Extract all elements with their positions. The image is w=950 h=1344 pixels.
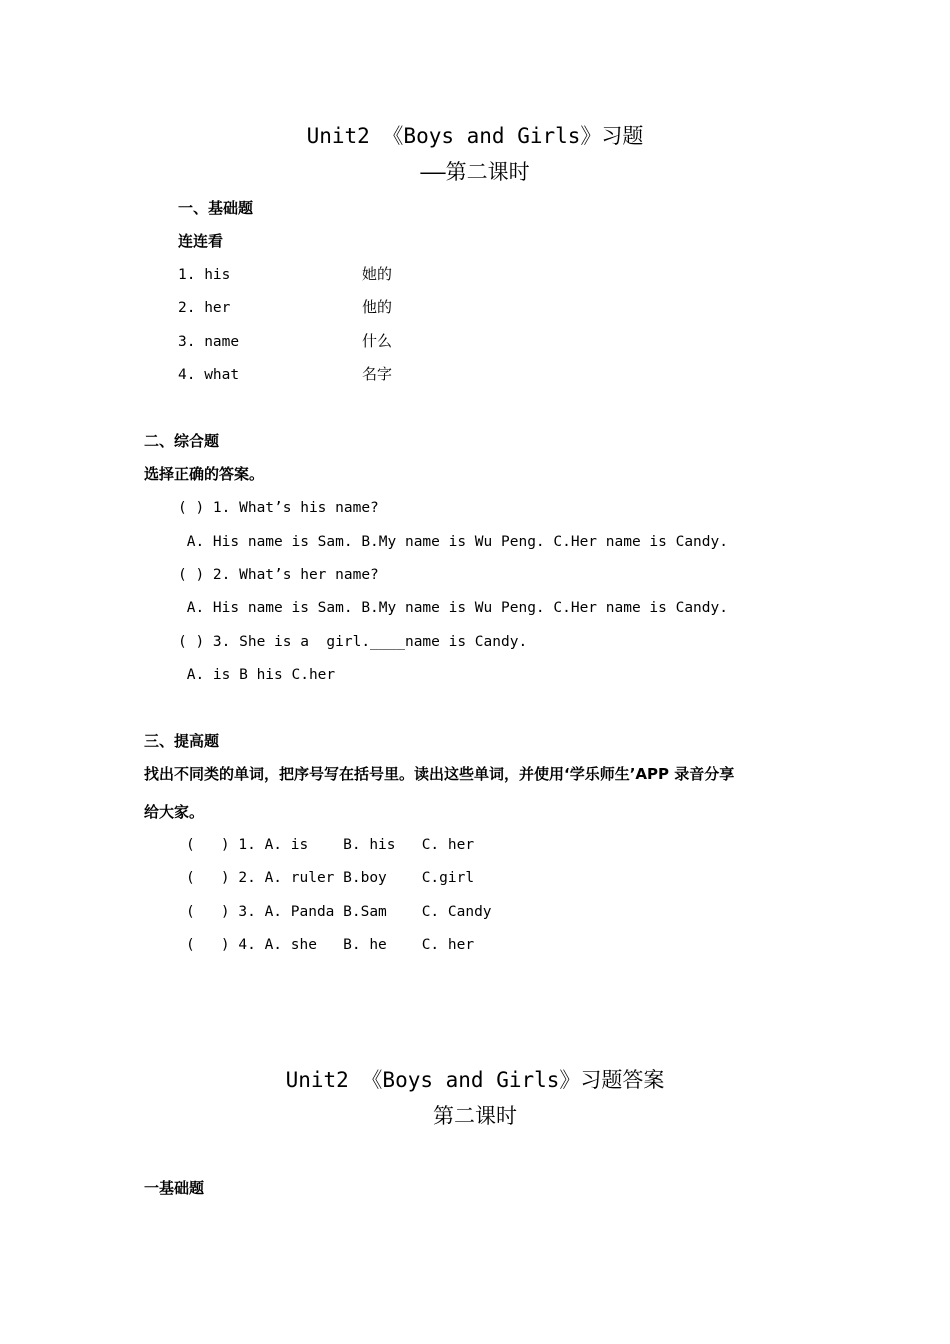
document-title: Unit2 《Boys and Girls》习题 (306, 124, 644, 148)
odd-one-out-line: ( ) 3. A. Panda B.Sam C. Candy (186, 904, 492, 920)
section1-instruction: 连连看 (178, 232, 224, 250)
question-line: ( ) 1. What’s his name? (178, 500, 379, 516)
question-line: ( ) 2. What’s her name? (178, 567, 379, 583)
odd-one-out-line: ( ) 2. A. ruler B.boy C.girl (186, 870, 475, 886)
match-item-en: 2. her (178, 300, 231, 316)
options-line: A. His name is Sam. B.My name is Wu Peng. C.Her name is Candy. (178, 534, 728, 550)
section2-heading: 二、综合题 (144, 432, 220, 450)
section3-instruction-cont: 给大家。 (144, 803, 205, 821)
match-item-en: 4. what (178, 367, 240, 383)
section3-instruction: 找出不同类的单词，把序号写在括号里。读出这些单词，并使用‘学乐师生’APP 录音分享 (144, 765, 735, 783)
answer-section-heading: 一基础题 (144, 1179, 205, 1197)
match-item-cn: 名字 (362, 365, 393, 383)
section1-heading: 一、基础题 (178, 199, 254, 217)
match-item-en: 1. his (178, 267, 231, 283)
options-line: A. is B his C.her (178, 667, 336, 683)
document-subtitle: ——第二课时 (420, 160, 530, 184)
odd-one-out-line: ( ) 1. A. is B. his C. her (186, 837, 475, 853)
match-item-cn: 他的 (362, 298, 393, 316)
options-line: A. His name is Sam. B.My name is Wu Peng. C.Her name is Candy. (178, 600, 728, 616)
section3-heading: 三、提高题 (144, 732, 220, 750)
match-item-cn: 她的 (362, 265, 393, 283)
match-item-en: 3. name (178, 334, 240, 350)
answer-subtitle: 第二课时 (433, 1104, 517, 1128)
question-line: ( ) 3. She is a girl.____name is Candy. (178, 634, 528, 650)
section2-instruction: 选择正确的答案。 (144, 465, 265, 483)
match-item-cn: 什么 (362, 332, 393, 350)
odd-one-out-line: ( ) 4. A. she B. he C. her (186, 937, 475, 953)
answer-title: Unit2 《Boys and Girls》习题答案 (285, 1068, 665, 1092)
